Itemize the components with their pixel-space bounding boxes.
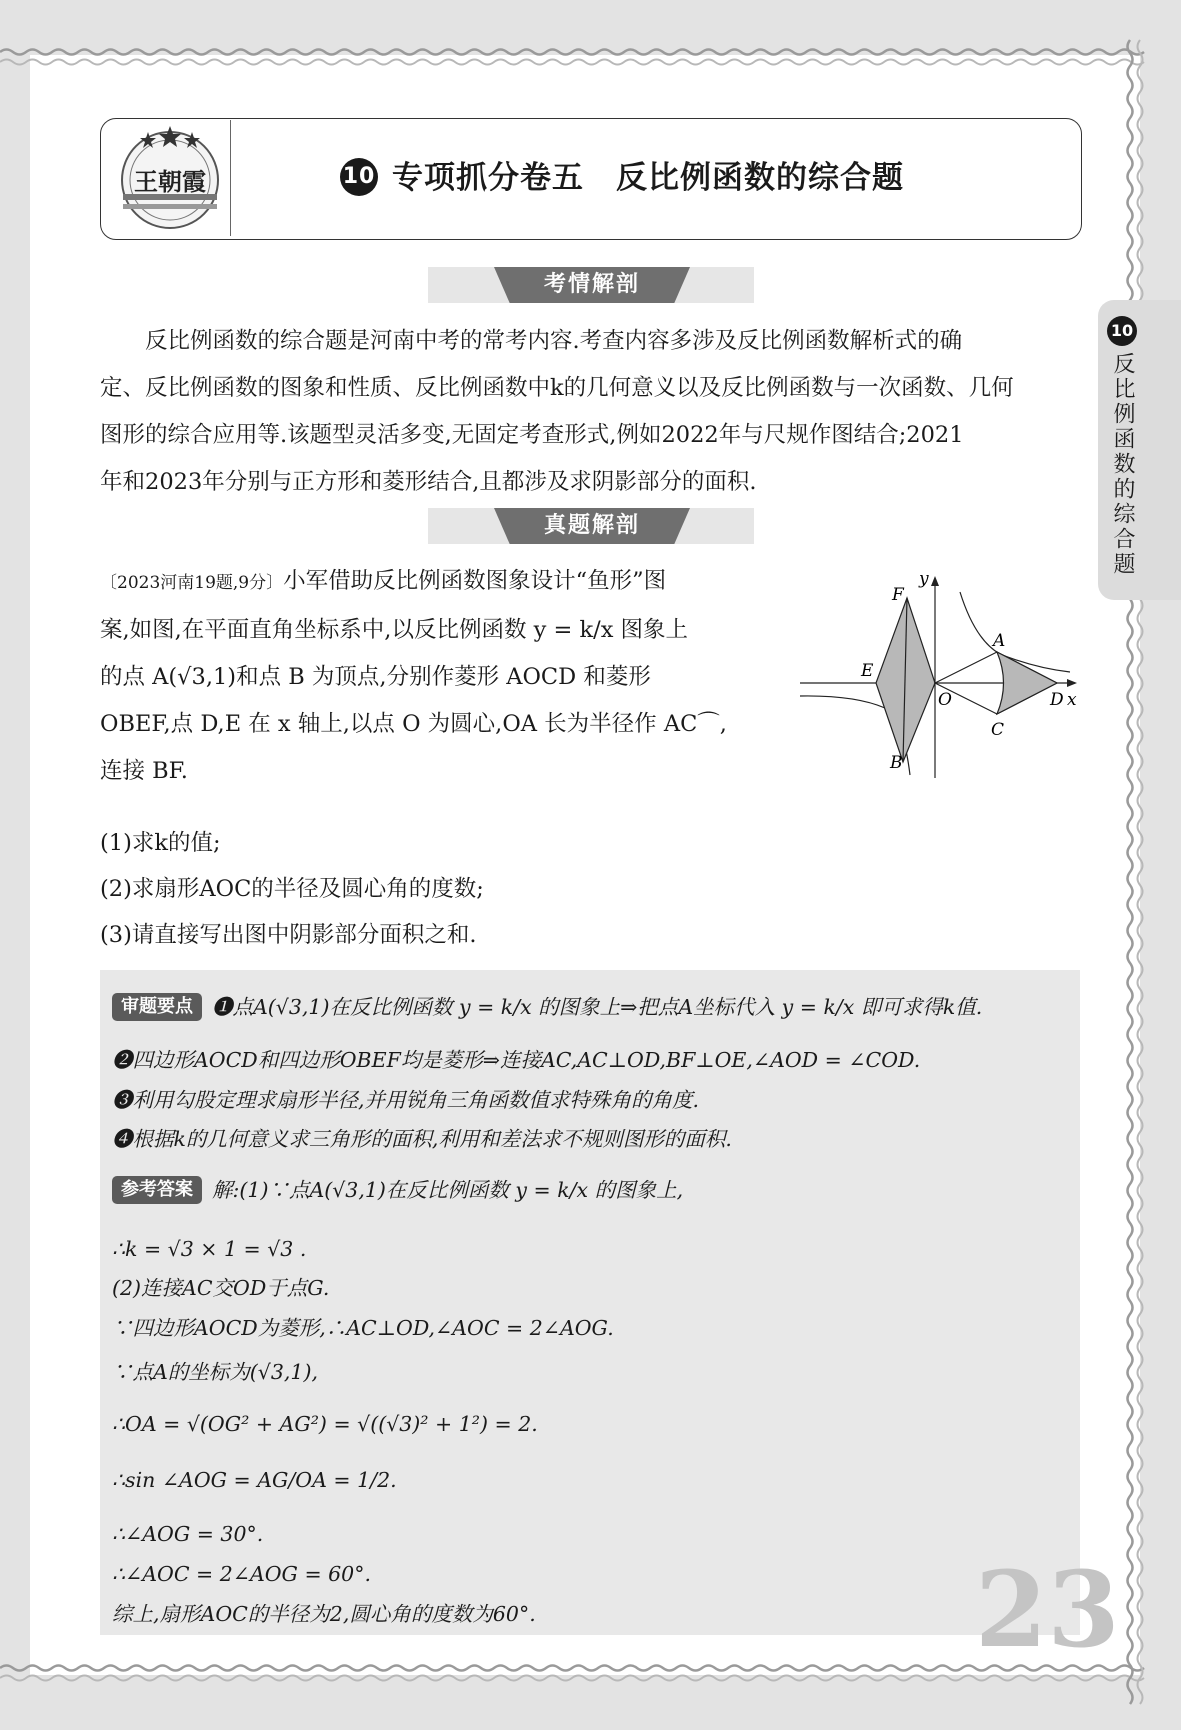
question-item: (3)请直接写出图中阴影部分面积之和. (100, 922, 477, 948)
key-point: ❹根据k的几何意义求三角形的面积,利用和差法求不规则图形的面积. (112, 1127, 732, 1151)
section-label-exam: 真题解剖 (543, 513, 640, 538)
label-b: B (890, 753, 903, 773)
title-text: 专项抓分卷五 反比例函数的综合题 (392, 160, 904, 196)
answer-line: ∴OA = √(OG² + AG²) = √((√3)² + 1²) = 2. (112, 1412, 538, 1436)
problem-line: 案,如图,在平面直角坐标系中,以反比例函数 y = k/x 图象上 (100, 617, 689, 643)
intro-line: 年和2023年分别与正方形和菱形结合,且都涉及求阴影部分的面积. (100, 469, 757, 495)
key-point: ❶点A(√3,1)在反比例函数 y = k/x 的图象上⇒把点A坐标代入 y = k/x 即可求得k值. (212, 995, 983, 1019)
answer-line: ∴k = √3 × 1 = √3 . (112, 1237, 307, 1261)
problem-line: OBEF,点 D,E 在 x 轴上,以点 O 为圆心,OA 长为半径作 AC⌒, (100, 711, 727, 737)
svg-text:王朝霞: 王朝霞 (134, 167, 206, 196)
label-x: x (1067, 690, 1077, 710)
problem-line: 小军借助反比例函数图象设计“鱼形”图 (283, 568, 667, 594)
label-c: C (991, 720, 1005, 740)
key-points-row (112, 987, 982, 1027)
answer-line: ∵四边形AOCD为菱形,∴AC⊥OD,∠AOC = 2∠AOG. (112, 1316, 614, 1340)
intro-paragraph (100, 318, 1080, 506)
intro-line: 定、反比例函数的图象和性质、反比例函数中k的几何意义以及反比例函数与一次函数、几何 (100, 375, 1014, 401)
answer-label: 参考答案 (112, 1176, 202, 1204)
answer-line: ∴sin ∠AOG = AG/OA = 1/2. (112, 1468, 397, 1492)
key-point: ❷四边形AOCD和四边形OBEF均是菱形⇒连接AC,AC⊥OD,BF⊥OE,∠AOD = ∠COD. (112, 1048, 921, 1072)
key-point: ❸利用勾股定理求扇形半径,并用锐角三角函数值求特殊角的角度. (112, 1088, 700, 1112)
key-points-label: 审题要点 (112, 993, 202, 1021)
question-item: (1)求k的值; (100, 830, 221, 856)
answer-row (112, 1170, 683, 1210)
intro-line: 反比例函数的综合题是河南中考的常考内容.考查内容多涉及反比例函数解析式的确 (145, 328, 963, 354)
answer-line: 综上,扇形AOC的半径为2,圆心角的度数为60°. (112, 1602, 536, 1626)
section-tag-analysis (428, 267, 754, 303)
chapter-tab-label: 反比例函数的综合题 (1110, 352, 1135, 577)
label-f: F (892, 585, 904, 605)
answer-line: (2)连接AC交OD于点G. (112, 1276, 330, 1300)
label-e: E (861, 661, 874, 681)
label-d: D (1050, 690, 1064, 710)
problem-line: 连接 BF. (100, 758, 188, 784)
intro-line: 图形的综合应用等.该题型灵活多变,无固定考查形式,例如2022年与尺规作图结合;2021 (100, 422, 964, 448)
title-badge: 10 (340, 158, 378, 196)
header-divider (230, 120, 231, 236)
chapter-tab-badge: 10 (1107, 316, 1137, 346)
answer-line: 解:(1)∵点A(√3,1)在反比例函数 y = k/x 的图象上, (212, 1178, 684, 1202)
label-y: y (919, 570, 929, 589)
logo-seal-icon (115, 120, 225, 236)
label-o: O (938, 690, 952, 710)
question-list (100, 820, 1000, 958)
page-number: 23 (975, 1548, 1120, 1671)
answer-line: ∴∠AOG = 30°. (112, 1522, 264, 1546)
section-label-analysis: 考情解剖 (543, 272, 640, 297)
problem-line: 的点 A(√3,1)和点 B 为顶点,分别作菱形 AOCD 和菱形 (100, 664, 651, 690)
question-item: (2)求扇形AOC的半径及圆心角的度数; (100, 876, 484, 902)
problem-source: 〔2023河南19题,9分〕 (100, 573, 284, 593)
label-a: A (993, 631, 1006, 651)
fish-figure (795, 570, 1085, 780)
section-tag-exam (428, 508, 754, 544)
problem-statement (100, 558, 760, 795)
page-title (340, 155, 904, 201)
answer-line: ∵点A的坐标为(√3,1), (112, 1360, 318, 1384)
answer-line: ∴∠AOC = 2∠AOG = 60°. (112, 1562, 371, 1586)
